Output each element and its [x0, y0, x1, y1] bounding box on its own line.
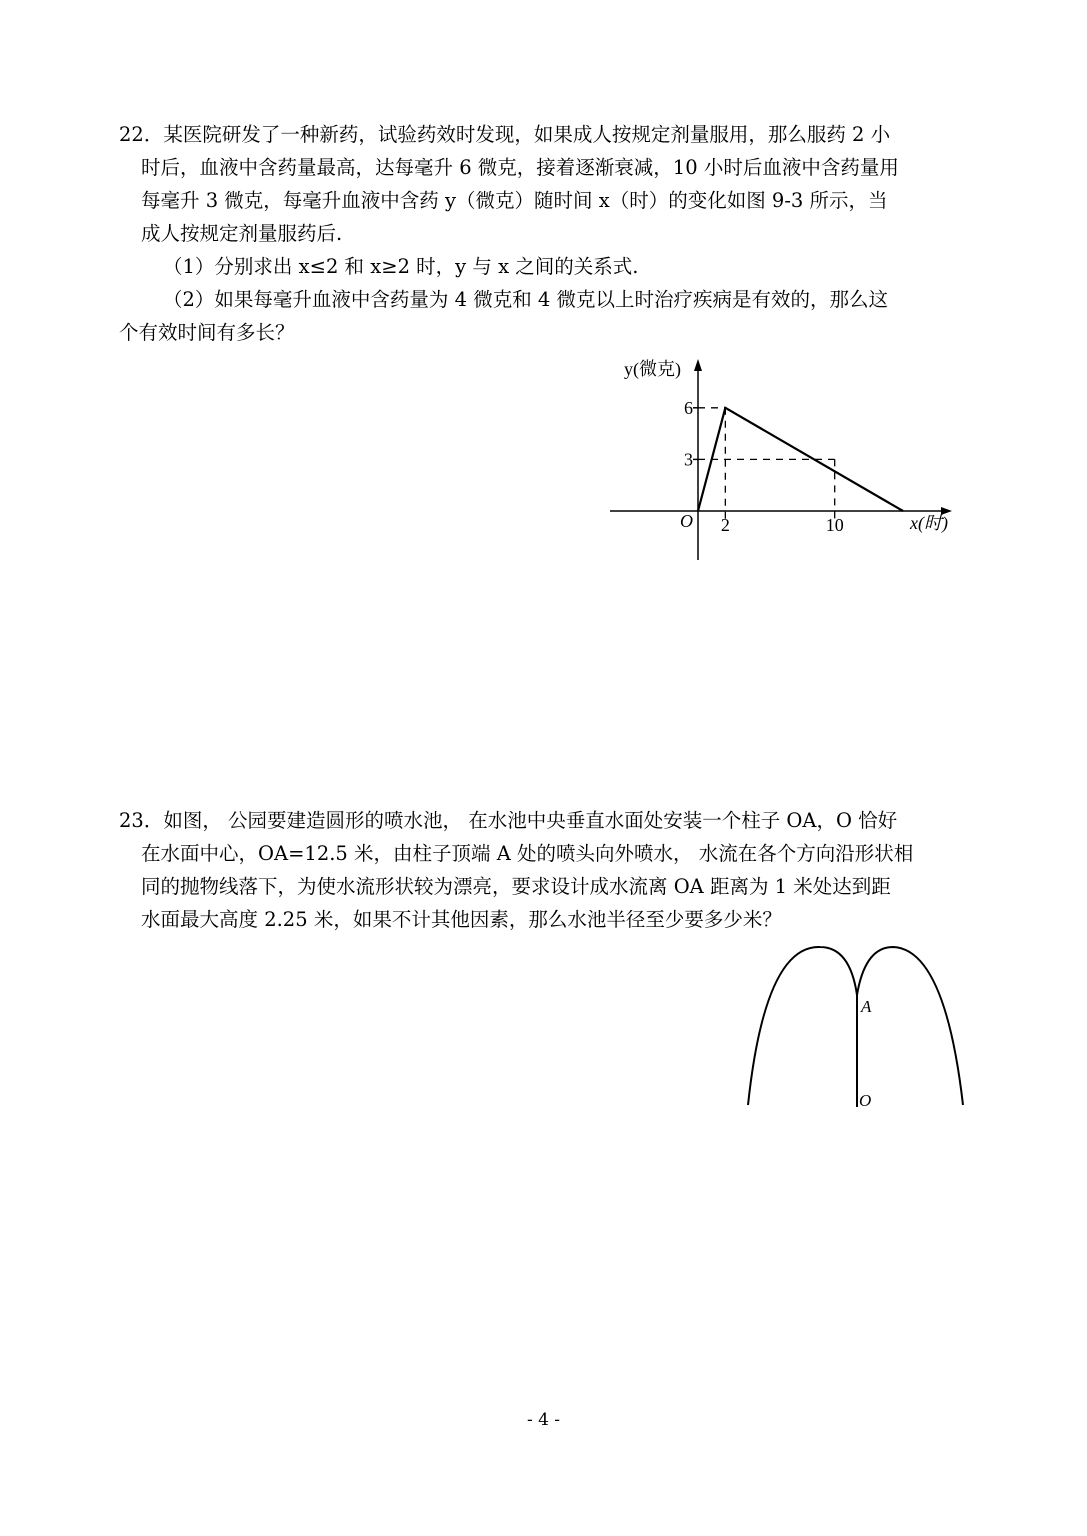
q22-subquestion-2-cont: 个有效时间有多长？	[119, 321, 295, 344]
left-water-arc	[748, 947, 857, 1105]
q23-line-2: 在水面中心，OA=12.5 米，由柱子顶端 A 处的喷头向外喷水， 水流在各个方向沿形状相	[141, 842, 914, 865]
x-axis-label: x(时)	[910, 513, 948, 533]
y-tick-label: 3	[684, 449, 693, 470]
q22-line-2: 时后，血液中含药量最高，达每毫升 6 微克，接着逐渐衰减，10 小时后血液中含药量用	[141, 156, 899, 179]
q23-line-3: 同的抛物线落下，为使水流形状较为漂亮，要求设计成水流离 OA 距离为 1 米处达到距	[141, 875, 891, 898]
origin-label: O	[680, 511, 693, 531]
q23-line-1: 23．如图， 公园要建造圆形的喷水池， 在水池中央垂直水面处安装一个柱子 OA，O 恰好	[119, 809, 898, 832]
chart-guides	[698, 408, 835, 519]
q23-line-4: 水面最大高度 2.25 米，如果不计其他因素，那么水池半径至少要多少米？	[141, 908, 782, 931]
concentration-chart	[600, 345, 980, 570]
y-tick-label: 6	[684, 397, 693, 418]
q22-subquestion-2: （2）如果每毫升血液中含药量为 4 微克和 4 微克以上时治疗疾病是有效的，那么这	[163, 288, 889, 311]
q22-subquestion-1: （1）分别求出 x≤2 和 x≥2 时，y 与 x 之间的关系式.	[163, 255, 639, 278]
q22-line-4: 成人按规定剂量服药后.	[141, 222, 343, 245]
q22-line-3: 每毫升 3 微克，每毫升血液中含药 y（微克）随时间 x（时）的变化如图 9-3 所示，当	[141, 189, 888, 212]
right-water-arc	[857, 947, 963, 1105]
y-axis-arrow	[694, 359, 702, 371]
fountain-diagram	[735, 935, 975, 1115]
q22-line-1: 22．某医院研发了一种新药，试验药效时发现，如果成人按规定剂量服用，那么服药 2 小	[119, 123, 891, 146]
y-axis-label: y(微克)	[624, 359, 681, 379]
page-number: - 4 -	[526, 1410, 561, 1430]
point-o-label: O	[859, 1091, 872, 1110]
chart-ticks	[684, 398, 844, 535]
x-tick-label: 10	[825, 515, 844, 535]
point-a-label: A	[861, 997, 872, 1016]
x-tick-label: 2	[720, 515, 730, 535]
